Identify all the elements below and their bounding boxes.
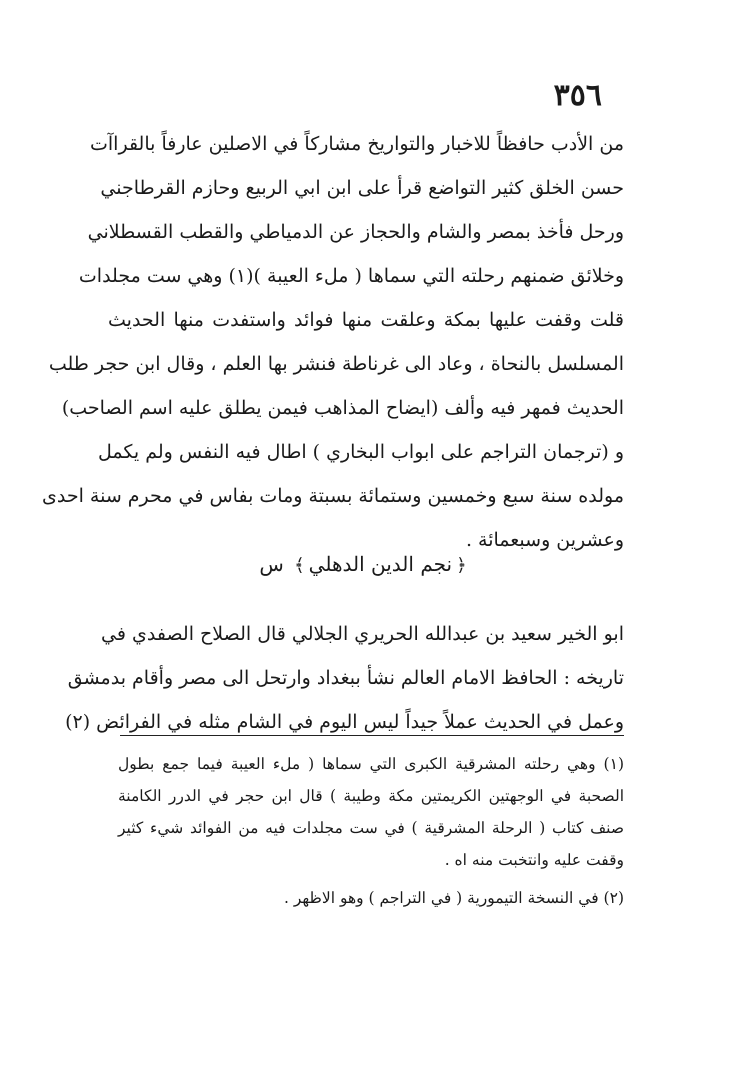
- footnote-divider: [120, 735, 624, 736]
- text-line: ورحل فأخذ بمصر والشام والحجاز عن الدمياطي والقطب القسطلاني: [87, 221, 624, 243]
- text-line: ابو الخير سعيد بن عبدالله الحريري الجلالي قال الصلاح الصفدي في: [101, 623, 624, 645]
- section-heading: [240, 546, 490, 584]
- text-line: الحديث فمهر فيه وألف (ايضاح المذاهب فيمن يطلق عليه اسم الصاحب): [61, 397, 624, 419]
- text-line: قلت وقفت عليها بمكة وعلقت منها فوائد واستفدت منها الحديث: [108, 309, 624, 331]
- text-line: و (ترجمان التراجم على ابواب البخاري ) اطال فيه النفس ولم يكمل: [98, 441, 624, 463]
- ornament-right: ﴿: [456, 555, 467, 576]
- heading-marker: س: [259, 552, 284, 576]
- text-line: تاريخه : الحافظ الامام العالم نشأ ببغداد وارتحل الى مصر وأقام بدمشق: [67, 667, 624, 689]
- text-line: المسلسل بالنحاة ، وعاد الى غرناطة فنشر بها العلم ، وقال ابن حجر طلب: [48, 353, 624, 375]
- page-number: ٣٥٦: [553, 78, 602, 113]
- text-line: مولده سنة سبع وخمسين وستمائة بسبتة ومات بفاس في محرم سنة احدى: [42, 485, 624, 507]
- footnote-2: [118, 882, 624, 914]
- text-line: من الأدب حافظاً للاخبار والتواريخ مشاركاً في الاصلين عارفاً بالقراآت: [90, 133, 624, 155]
- text-line: وعشرين وسبعمائة .: [465, 529, 624, 551]
- text-line: وعمل في الحديث عملاً جيداً ليس اليوم في الشام مثله في الفرائض (٢): [65, 711, 624, 733]
- footnote-line: صنف كتاب ( الرحلة المشرقية ) في ست مجلدات فيه من الفوائد شيء كثير: [118, 819, 624, 837]
- footnote-1: [118, 748, 624, 876]
- text-line: وخلائق ضمنهم رحلته التي سماها ( مل‌ء العيبة )(١) وهي ست مجلدات: [78, 265, 624, 287]
- second-paragraph: [65, 612, 624, 744]
- heading-title: نجم الدين الدهلي: [308, 552, 453, 576]
- main-paragraph: [42, 122, 624, 562]
- footnote-line: الصحبة في الوجهتين الكريمتين مكة وطيبة ) قال ابن حجر في الدرر الكامنة: [118, 787, 624, 805]
- footnotes: [118, 748, 624, 914]
- footnote-line: (١) وهي رحلته المشرقية الكبرى التي سماها ( مل‌ء العيبة فيما جمع بطول: [118, 755, 624, 773]
- footnote-line: وقفت عليه وانتخبت منه اه .: [444, 851, 624, 869]
- footnote-line: (٢) في النسخة التيمورية ( في التراجم ) وهو الاظهر .: [283, 889, 624, 907]
- text-line: حسن الخلق كثير التواضع قرأ على ابن ابي الربيع وحازم القرطاجني: [100, 177, 624, 199]
- ornament-left: ﴾: [294, 555, 305, 576]
